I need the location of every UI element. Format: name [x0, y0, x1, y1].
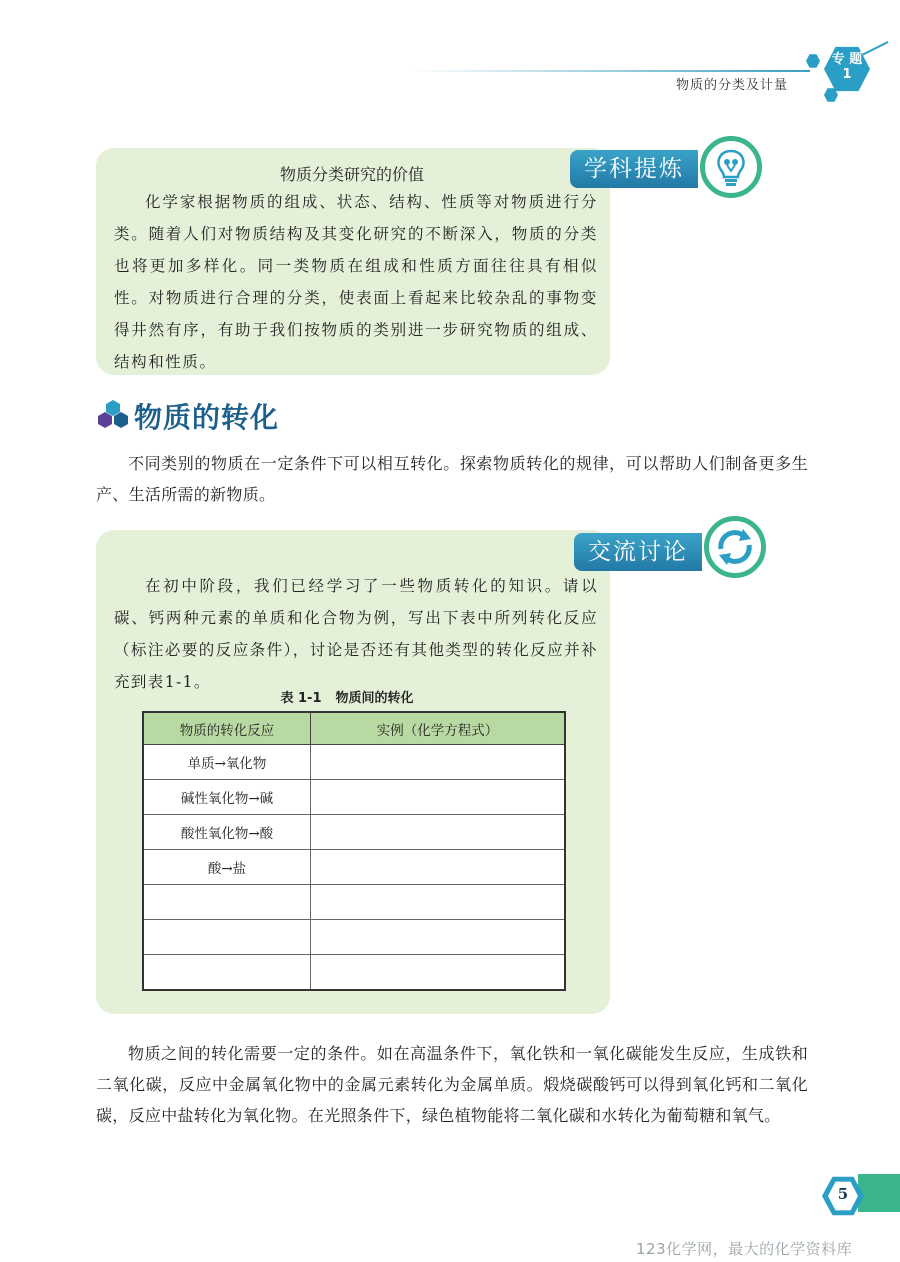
table-caption-title: 物质间的转化 — [335, 691, 414, 706]
concept-paragraph: 化学家根据物质的组成、状态、结构、性质等对物质进行分类。随着人们对物质结构及其变化研究的不断深入，物质的分类也将更加多样化。同一类物质在组成和性质方面往往具有相似性。对物质进行合理的分类，使表面上看起来比较杂乱的事物变得井然有序，有助于我们按物质的类别进一步研究物质的组成、结构和性质。 — [114, 193, 598, 371]
table-caption-number: 表 1-1 — [280, 691, 322, 706]
table-row — [143, 780, 565, 815]
chapter-badge-number: 1 — [842, 67, 852, 82]
closing-paragraph: 物质之间的转化需要一定的条件。如在高温条件下，氧化铁和一氧化碳能发生反应，生成铁和二氧化碳，反应中金属氧化物中的金属元素转化为金属单质。煅烧碳酸钙可以得到氧化钙和二氧化碳，反应中盐转化为氧化物。在光照条件下，绿色植物能将二氧化碳和水转化为葡萄糖和氧气。 — [96, 1044, 808, 1125]
concept-title: 物质分类研究的价值 — [279, 165, 424, 184]
table-row — [143, 885, 565, 920]
table-row — [143, 955, 565, 991]
table-row — [143, 745, 565, 780]
table-cell: 碱性氧化物→碱 — [143, 780, 311, 815]
discussion-paragraph: 在初中阶段，我们已经学习了一些物质转化的知识。请以碳、钙两种元素的单质和化合物为例，写出下表中所列转化反应（标注必要的反应条件），讨论是否还有其他类型的转化反应并补充到表1-1。 — [114, 577, 598, 691]
column-header: 实例（化学方程式） — [311, 712, 566, 745]
table-cell-answer — [311, 920, 566, 955]
table-row — [143, 920, 565, 955]
section-title: 物质的转化 — [134, 401, 280, 434]
table-cell — [143, 920, 311, 955]
page-number-tab — [858, 1174, 900, 1212]
table-cell-answer — [311, 850, 566, 885]
header-rule — [410, 70, 810, 72]
discussion-box-tag: 交流讨论 — [574, 533, 702, 571]
table-cell-answer — [311, 885, 566, 920]
conversion-table — [142, 711, 566, 991]
refresh-cycle-icon — [704, 516, 766, 578]
lightbulb-icon — [700, 136, 762, 198]
column-header: 物质的转化反应 — [143, 712, 311, 745]
table-cell — [143, 885, 311, 920]
table-cell-answer — [311, 780, 566, 815]
section-intro-paragraph: 不同类别的物质在一定条件下可以相互转化。探索物质转化的规律，可以帮助人们制备更多生产、生活所需的新物质。 — [96, 454, 808, 504]
table-cell-answer — [311, 745, 566, 780]
chapter-badge-text — [824, 52, 870, 82]
hexagon-decoration — [806, 54, 820, 68]
chapter-badge-label: 专 题 — [831, 52, 863, 67]
table-cell: 酸→盐 — [143, 850, 311, 885]
chapter-title: 物质的分类及计量 — [676, 78, 789, 93]
table-cell: 酸性氧化物→酸 — [143, 815, 311, 850]
table-cell: 单质→氧化物 — [143, 745, 311, 780]
table-cell — [143, 955, 311, 991]
page-number: 5 — [837, 1185, 849, 1203]
watermark-text: 123化学网，最大的化学资料库 — [636, 1240, 853, 1258]
concept-box-tag: 学科提炼 — [570, 150, 698, 188]
table-cell-answer — [311, 955, 566, 991]
table-row — [143, 815, 565, 850]
table-caption — [142, 687, 566, 706]
table-header-row — [143, 712, 565, 745]
section-hexagons-icon — [96, 398, 130, 430]
table-row — [143, 850, 565, 885]
table-cell-answer — [311, 815, 566, 850]
